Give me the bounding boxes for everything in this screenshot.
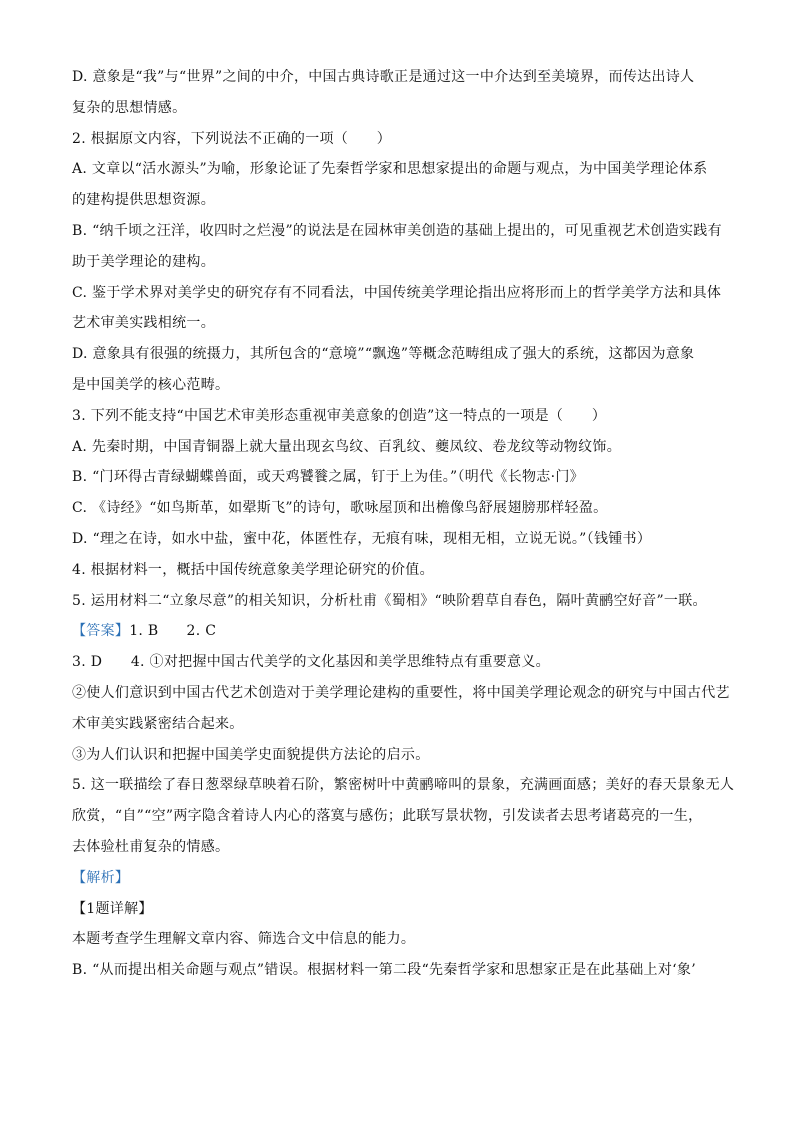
answer-text: 去体验杜甫复杂的情感。 bbox=[72, 838, 230, 855]
answer-1: 1. B bbox=[129, 623, 159, 640]
analysis-text: 本题考查学生理解文章内容、筛选合文中信息的能力。 bbox=[72, 931, 416, 948]
question-5: 5. 运用材料二“立象尽意”的相关知识，分析杜甫《蜀相》“映阶碧草自春色，隔叶黄鹂空好音”一联。 bbox=[72, 592, 707, 609]
text-line: D. 意象是“我”与“世界”之间的中介，中国古典诗歌正是通过这一中介达到至美境界，而传达出诗人 bbox=[72, 69, 695, 85]
option-b: B. “纳千顷之汪洋，收四时之烂漫”的说法是在园林审美创造的基础上提出的，可见重视艺术创造实践有 bbox=[72, 222, 722, 239]
question-4: 4. 根据材料一，概括中国传统意象美学理论研究的价值。 bbox=[72, 561, 434, 578]
question-3: 3. 下列不能支持“中国艺术审美形态重视审美意象的创造”这一特点的一项是（ ） bbox=[72, 407, 607, 424]
document-page bbox=[72, 62, 735, 986]
analysis-label: 【解析】 bbox=[72, 869, 130, 886]
text-line: 是中国美学的核心范畴。 bbox=[72, 376, 230, 393]
option-b: B. “门环得古青绿蝴蝶兽面，或天鸡饕餮之属，钉于上为佳。”（明代《长物志·门》 bbox=[72, 469, 584, 486]
answer-text: 3. D 4. ①对把握中国古代美学的文化基因和美学思维特点有重要意义。 bbox=[72, 654, 550, 671]
answer-text: 欣赏，“自”“空”两字隐含着诗人内心的落寞与感伤；此联写景状物，引发读者去思考诸葛亮的一生， bbox=[72, 808, 703, 825]
analysis-text: B. “从而提出相关命题与观点”错误。根据材料一第二段“先秦哲学家和思想家正是在此基础上对‘象’ bbox=[72, 962, 696, 979]
option-d: D. 意象具有很强的统摄力，其所包含的“意境”“飘逸”等概念范畴组成了强大的系统，这都因为意象 bbox=[72, 346, 695, 363]
text-line: 艺术审美实践相统一。 bbox=[72, 315, 215, 332]
question-2: 2. 根据原文内容，下列说法不正确的一项（ ） bbox=[72, 130, 392, 147]
option-a: A. 先秦时期，中国青铜器上就大量出现玄鸟纹、百乳纹、夔凤纹、卷龙纹等动物纹饰。 bbox=[72, 438, 622, 455]
answer-text: ③为人们认识和把握中国美学史面貌提供方法论的启示。 bbox=[72, 746, 430, 763]
answer-text: 术审美实践紧密结合起来。 bbox=[72, 715, 244, 732]
analysis-label-line bbox=[72, 863, 722, 894]
text-line: 助于美学理论的建构。 bbox=[72, 253, 215, 270]
answer-2: 2. C bbox=[186, 623, 217, 640]
text-line: 的建构提供思想资源。 bbox=[72, 192, 215, 209]
answer-line bbox=[72, 616, 722, 647]
option-c: C. 鉴于学术界对美学史的研究存有不同看法，中国传统美学理论指出应将形而上的哲学美学方法和具体 bbox=[72, 284, 722, 301]
option-d: D. “理之在诗，如水中盐，蜜中花，体匿性存，无痕有味，现相无相，立说无说。”（钱锺书） bbox=[72, 530, 652, 547]
option-a: A. 文章以“活水源头”为喻，形象论证了先秦哲学家和思想家提出的命题与观点，为中国美学理论体系 bbox=[72, 161, 708, 178]
option-c: C. 《诗经》“如鸟斯革，如翚斯飞”的诗句，歌咏屋顶和出檐像鸟舒展翅膀那样轻盈。 bbox=[72, 500, 608, 517]
answer-label: 【答案】 bbox=[72, 623, 130, 640]
text-line: 复杂的思想情感。 bbox=[72, 99, 187, 116]
analysis-sub-label: 【1题详解】 bbox=[72, 900, 153, 917]
answer-text: ②使人们意识到中国古代艺术创造对于美学理论建构的重要性，将中国美学理论观念的研究与中国古代艺 bbox=[72, 684, 730, 701]
answer-text: 5. 这一联描绘了春日葱翠绿草映着石阶，繁密树叶中黄鹂啼叫的景象，充满画面感；美好的春天景象无人 bbox=[72, 777, 735, 794]
